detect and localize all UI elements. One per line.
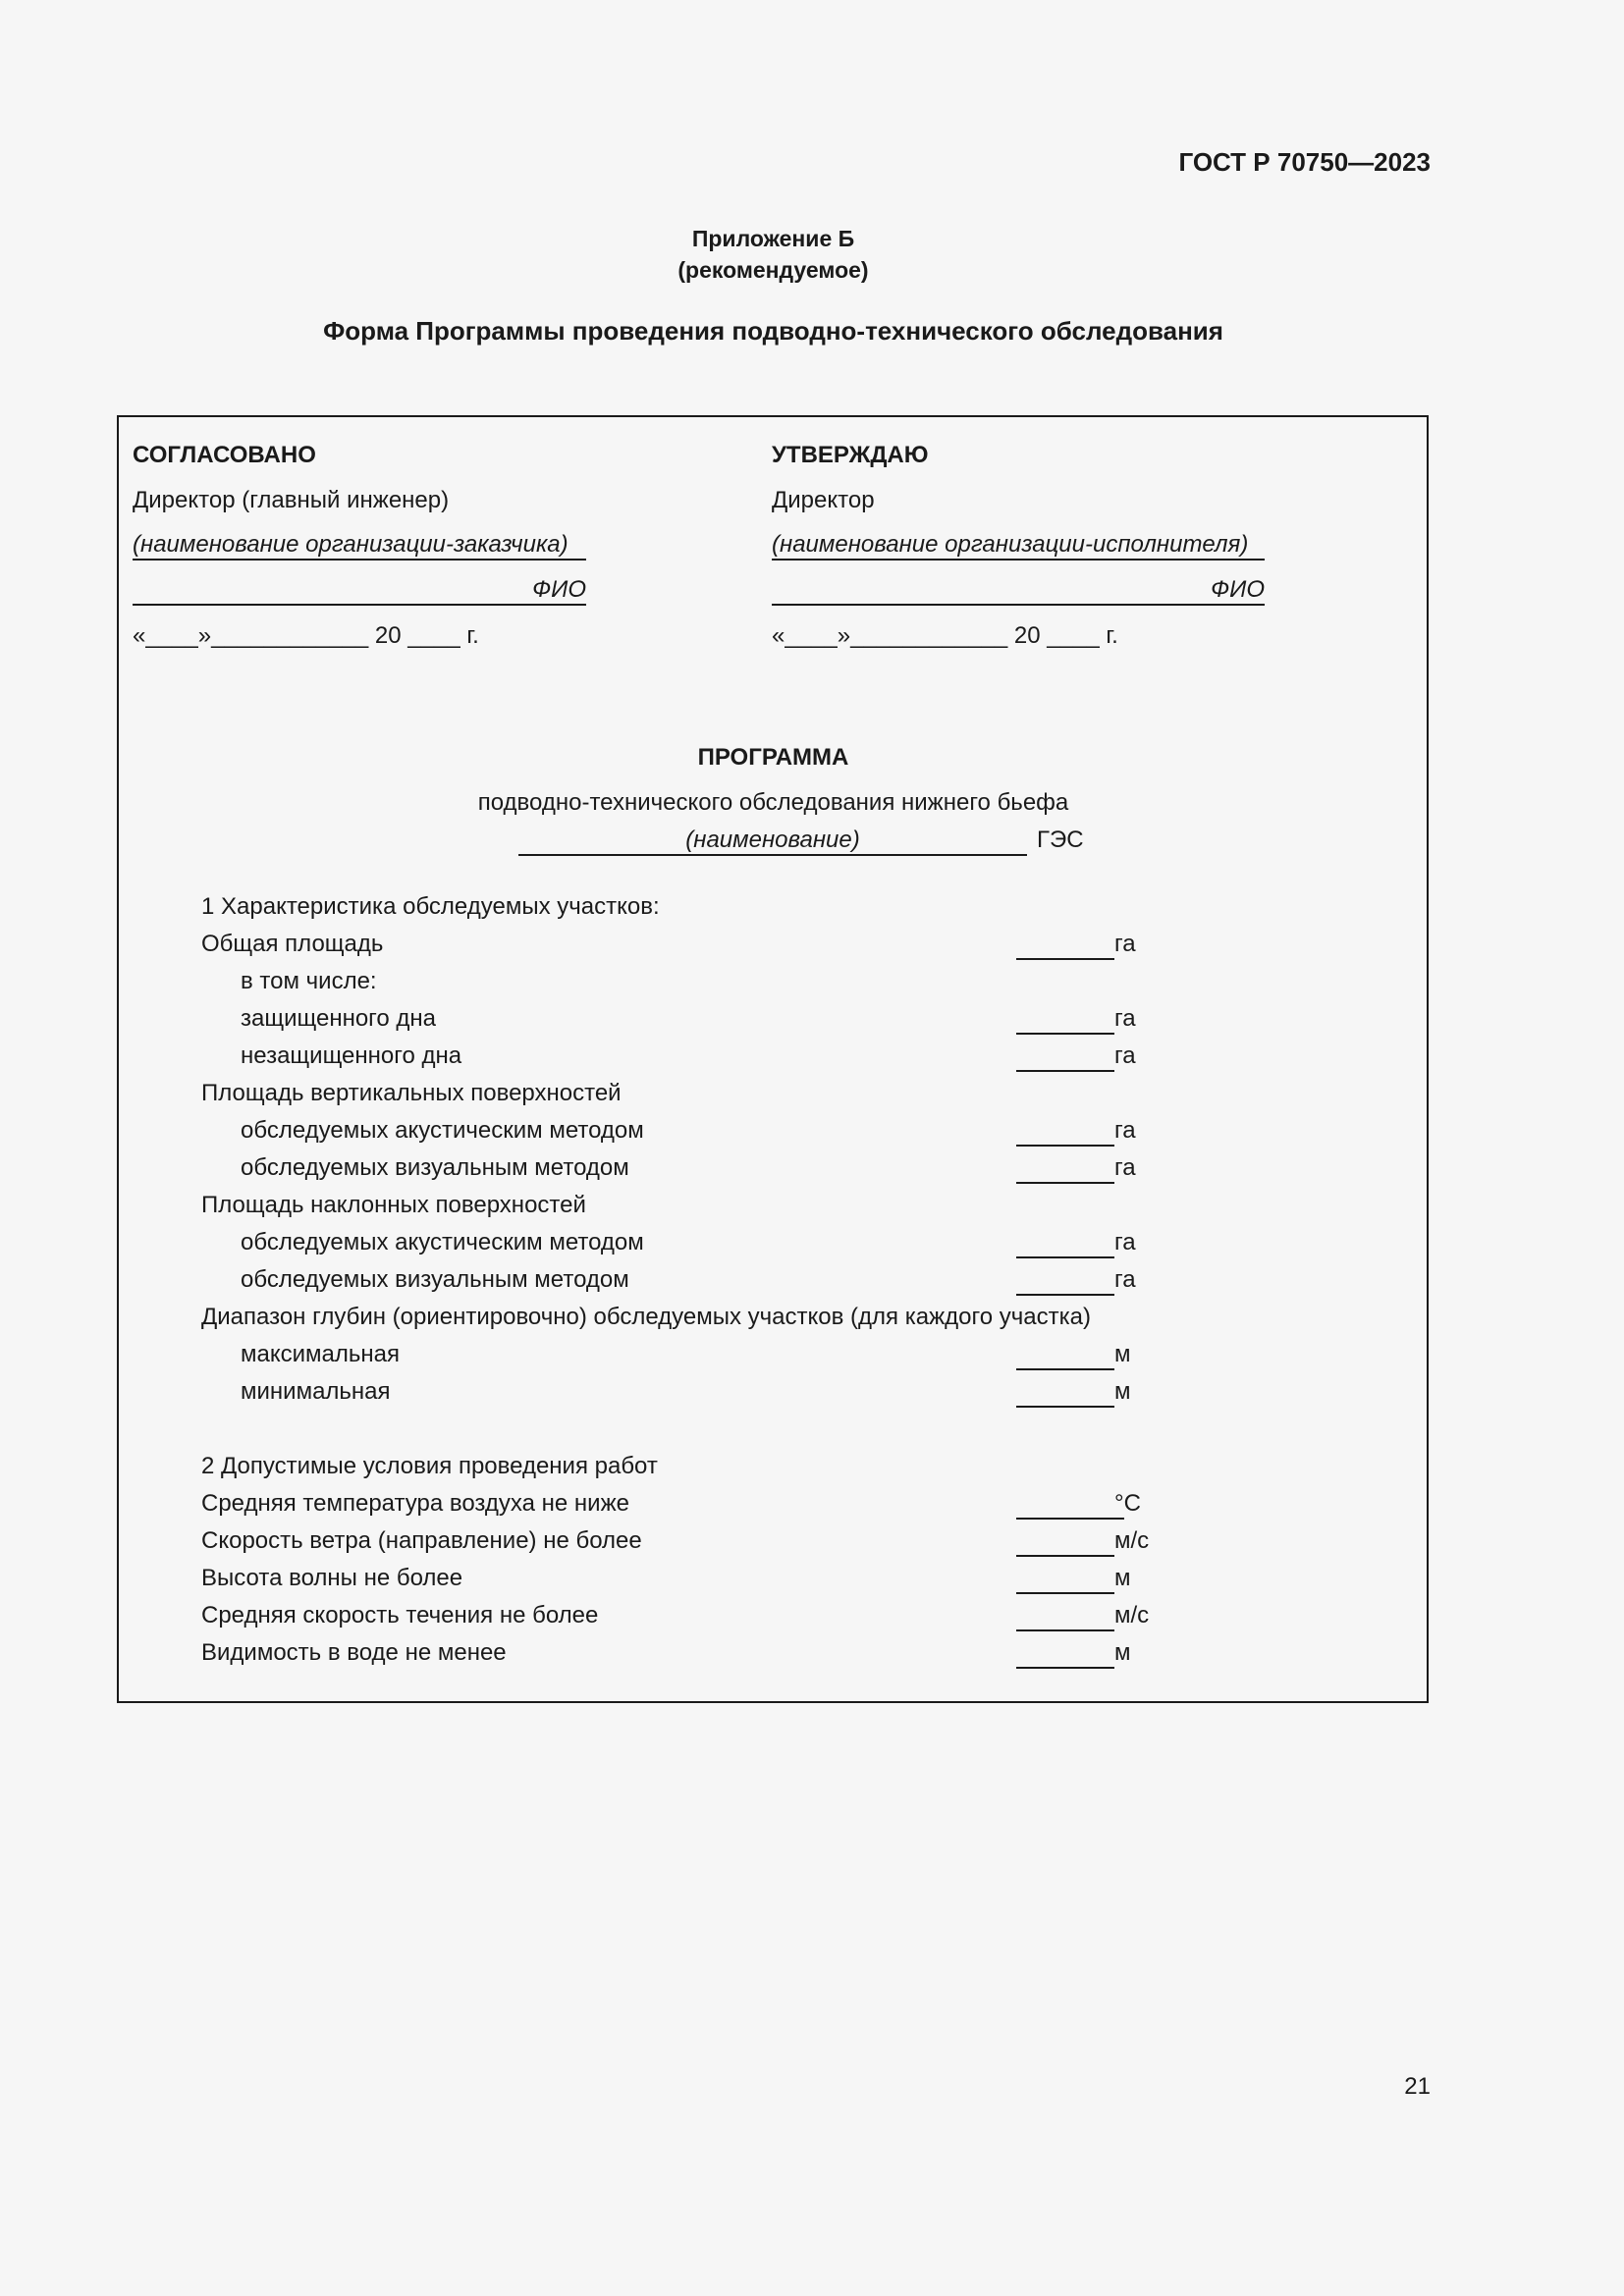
row-unit: м (1114, 1565, 1131, 1591)
list-item (201, 1602, 1183, 1635)
fill-blank (1016, 1070, 1114, 1072)
list-item (201, 1565, 1183, 1598)
row-label: в том числе: (241, 968, 377, 994)
row-label: обследуемых визуальным методом (241, 1266, 629, 1293)
page-number: 21 (1404, 2073, 1431, 2100)
list-item (201, 1154, 1183, 1188)
list-item (201, 1490, 1183, 1523)
form-title: Форма Программы проведения подводно-технического обследования (323, 316, 1223, 346)
list-item (201, 1042, 1183, 1076)
row-unit: га (1114, 1229, 1136, 1255)
row-unit: га (1114, 1266, 1136, 1293)
list-item (201, 1378, 1183, 1412)
fill-blank (1016, 1518, 1124, 1520)
agreed-fio: ФИО (133, 576, 586, 606)
row-label: Скорость ветра (направление) не более (201, 1527, 642, 1554)
row-unit: м (1114, 1639, 1131, 1666)
row-unit: м/с (1114, 1527, 1150, 1554)
list-item (201, 1527, 1183, 1561)
approved-heading: УТВЕРЖДАЮ (772, 442, 929, 468)
row-label: Общая площадь (201, 931, 384, 957)
row-label: Средняя скорость течения не более (201, 1602, 599, 1629)
agreed-position: Директор (главный инженер) (133, 487, 450, 513)
row-label: Средняя температура воздуха не ниже (201, 1490, 629, 1517)
approved-position: Директор (772, 487, 875, 513)
fill-blank (1016, 1294, 1114, 1296)
row-label: незащищенного дна (241, 1042, 462, 1069)
row-unit: га (1114, 1154, 1136, 1181)
row-unit: м/с (1114, 1602, 1150, 1629)
fill-blank (1016, 958, 1114, 960)
fill-blank (1016, 1555, 1114, 1557)
row-label: Высота волны не более (201, 1565, 463, 1591)
row-label: защищенного дна (241, 1005, 437, 1032)
row-label: обследуемых акустическим методом (241, 1229, 644, 1255)
row-unit: га (1114, 1042, 1136, 1069)
agreed-date: «____»____________ 20 ____ г. (133, 622, 479, 649)
agreed-heading: СОГЛАСОВАНО (133, 442, 316, 468)
fill-blank (1016, 1629, 1114, 1631)
row-label: Диапазон глубин (ориентировочно) обследуемых участков (для каждого участка) (201, 1304, 1091, 1330)
fill-blank (1016, 1256, 1114, 1258)
list-item (201, 1229, 1183, 1262)
hpp-suffix: ГЭС (1037, 827, 1084, 853)
row-unit: га (1114, 1005, 1136, 1032)
list-item (201, 1341, 1183, 1374)
row-label: Площадь вертикальных поверхностей (201, 1080, 622, 1106)
program-subtitle: подводно-технического обследования нижнего бьефа (477, 789, 1069, 816)
row-label: Видимость в воде не менее (201, 1639, 507, 1666)
appendix-title: Приложение Б (691, 226, 855, 251)
program-title: ПРОГРАММА (697, 744, 849, 771)
row-unit: м (1114, 1341, 1131, 1367)
list-item (201, 1304, 1183, 1337)
customer-org-placeholder: (наименование организации-заказчика) (133, 531, 586, 561)
hpp-name-placeholder: (наименование) (518, 827, 1027, 856)
contractor-org-placeholder: (наименование организации-исполнителя) (772, 531, 1265, 561)
appendix-status: (рекомендуемое) (677, 257, 869, 283)
fill-blank (1016, 1592, 1114, 1594)
row-label: максимальная (241, 1341, 400, 1367)
list-item (201, 931, 1183, 964)
row-label: Площадь наклонных поверхностей (201, 1192, 586, 1218)
row-unit: °С (1114, 1490, 1141, 1517)
row-label: обследуемых визуальным методом (241, 1154, 629, 1181)
approved-fio: ФИО (772, 576, 1265, 606)
approved-date: «____»____________ 20 ____ г. (772, 622, 1118, 649)
row-unit: га (1114, 931, 1136, 957)
section2-heading: 2 Допустимые условия проведения работ (201, 1453, 658, 1479)
fill-blank (1016, 1667, 1114, 1669)
list-item (201, 1192, 1183, 1225)
row-label: минимальная (241, 1378, 391, 1405)
fill-blank (1016, 1368, 1114, 1370)
fill-blank (1016, 1182, 1114, 1184)
row-unit: га (1114, 1117, 1136, 1144)
fill-blank (1016, 1406, 1114, 1408)
fill-blank (1016, 1033, 1114, 1035)
list-item (201, 1117, 1183, 1150)
row-unit: м (1114, 1378, 1131, 1405)
list-item (201, 1005, 1183, 1039)
list-item (201, 1266, 1183, 1300)
list-item (201, 968, 1183, 1001)
row-label: обследуемых акустическим методом (241, 1117, 644, 1144)
document-code: ГОСТ Р 70750—2023 (1178, 147, 1431, 177)
fill-blank (1016, 1145, 1114, 1147)
list-item (201, 1080, 1183, 1113)
section1-heading: 1 Характеристика обследуемых участков: (201, 893, 660, 920)
list-item (201, 1639, 1183, 1673)
